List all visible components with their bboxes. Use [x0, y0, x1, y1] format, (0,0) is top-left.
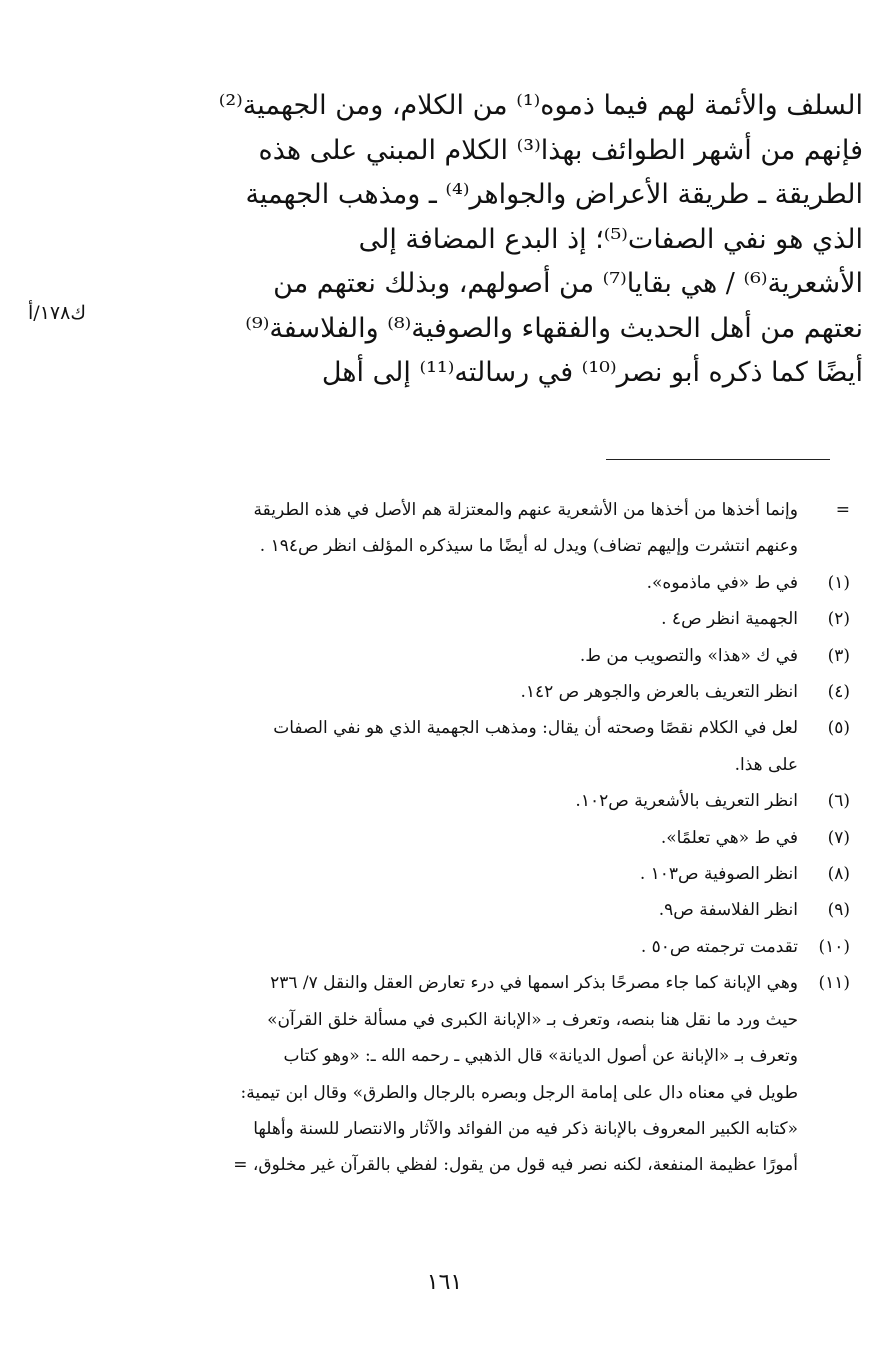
footnote-line: في ط «هي تعلمًا».	[660, 827, 798, 848]
main-text	[158, 84, 863, 396]
footnote-line: وهي الإبانة كما جاء مصرحًا بذكر اسمها في درء تعارض العقل والنقل ٧/ ٢٣٦	[270, 973, 798, 994]
continuation-mark: =	[835, 500, 850, 520]
footnote-item	[160, 783, 850, 819]
footnote-line: انظر التعريف بالعرض والجوهر ص ١٤٢.	[520, 682, 798, 703]
footnote-item	[160, 856, 850, 892]
footnote-number: (٩)	[827, 900, 850, 921]
footnote-number: (٥)	[827, 718, 850, 739]
main-text-line: الطريقة ـ طريقة الأعراض والجواهر⁽⁴⁾ ـ ومذهب الجهمية	[245, 179, 863, 210]
footnote-line: انظر الصوفية ص١٠٣ .	[639, 864, 798, 885]
footnote-item	[160, 892, 850, 928]
footnote-line: «كتابه الكبير المعروف بالإبانة ذكر فيه من الفوائد والآثار والانتصار للسنة وأهلها	[253, 1118, 798, 1139]
main-text-line: الأشعرية⁽⁶⁾ / هي بقايا⁽⁷⁾ من أصولهم، وبذلك نعتهم من	[273, 268, 863, 299]
footnote-line: الجهمية انظر ص٤ .	[661, 609, 798, 630]
footnote-item	[160, 710, 850, 783]
footnote-number: (٣)	[827, 645, 850, 666]
footnote-line: انظر التعريف بالأشعرية ص١٠٢.	[575, 791, 798, 812]
footnote-number: (٨)	[827, 864, 850, 885]
main-text-line: أيضًا كما ذكره أبو نصر⁽¹⁰⁾ في رسالته⁽¹¹⁾ إلى أهل	[321, 357, 863, 388]
footnote-continuation	[160, 492, 850, 565]
footnote-number: (١)	[827, 572, 850, 593]
footnote-number: (٧)	[827, 827, 850, 848]
page-number: ١٦١	[426, 1270, 463, 1295]
manuscript-folio-note: ك١٧٨/أ	[28, 302, 86, 324]
footnote-line: وعنهم انتشرت وإليهم تضاف) ويدل له أيضًا ما سيذكره المؤلف انظر ص١٩٤ .	[259, 536, 798, 557]
footnote-line: تقدمت ترجمته ص٥٠ .	[640, 936, 798, 957]
footnote-line: وتعرف بـ «الإبانة عن أصول الديانة» قال الذهبي ـ رحمه الله ـ: «وهو كتاب	[283, 1046, 798, 1067]
main-text-line: فإنهم من أشهر الطوائف بهذا⁽³⁾ الكلام المبني على هذه	[258, 134, 863, 166]
footnote-divider	[606, 459, 830, 460]
footnote-item	[160, 674, 850, 710]
footnote-number: (٦)	[827, 791, 850, 812]
footnote-line: على هذا.	[734, 754, 798, 775]
footnote-line: وإنما أخذها من أخذها من الأشعرية عنهم والمعتزلة هم الأصل في هذه الطريقة	[253, 500, 798, 520]
footnote-item	[160, 638, 850, 674]
main-text-line: نعتهم من أهل الحديث والفقهاء والصوفية⁽⁸⁾ والفلاسفة⁽⁹⁾	[245, 312, 863, 344]
footnote-number: (٢)	[827, 609, 850, 630]
footnote-number: (١٠)	[818, 936, 850, 957]
footnote-line: انظر الفلاسفة ص٩.	[658, 900, 798, 921]
footnote-line: في ك «هذا» والتصويب من ط.	[579, 645, 798, 666]
footnote-item	[160, 601, 850, 637]
footnote-item	[160, 820, 850, 856]
footnote-line: أمورًا عظيمة المنفعة، لكنه نصر فيه قول من يقول: لفظي بالقرآن غير مخلوق، =	[233, 1155, 798, 1176]
footnote-item	[160, 965, 850, 1183]
footnote-number: (١١)	[818, 973, 850, 994]
footnote-line: لعل في الكلام نقصًا وصحته أن يقال: ومذهب الجهمية الذي هو نفي الصفات	[273, 718, 798, 739]
main-text-line: السلف والأئمة لهم فيما ذموه⁽¹⁾ من الكلام، ومن الجهمية⁽²⁾	[218, 90, 863, 121]
footnote-line: حيث ورد ما نقل هنا بنصه، وتعرف بـ «الإبانة الكبرى في مسألة خلق القرآن»	[267, 1009, 798, 1030]
footnote-item	[160, 929, 850, 965]
main-text-line: الذي هو نفي الصفات⁽⁵⁾؛ إذ البدع المضافة إلى	[358, 223, 863, 255]
footnote-number: (٤)	[827, 682, 850, 703]
footnote-line: في ط «في ماذموه».	[646, 572, 798, 593]
footnotes	[160, 492, 850, 1184]
footnote-line: طويل في معناه دال على إمامة الرجل وبصره بالرجال والطرق» وقال ابن تيمية:	[240, 1082, 798, 1103]
footnote-item	[160, 565, 850, 601]
